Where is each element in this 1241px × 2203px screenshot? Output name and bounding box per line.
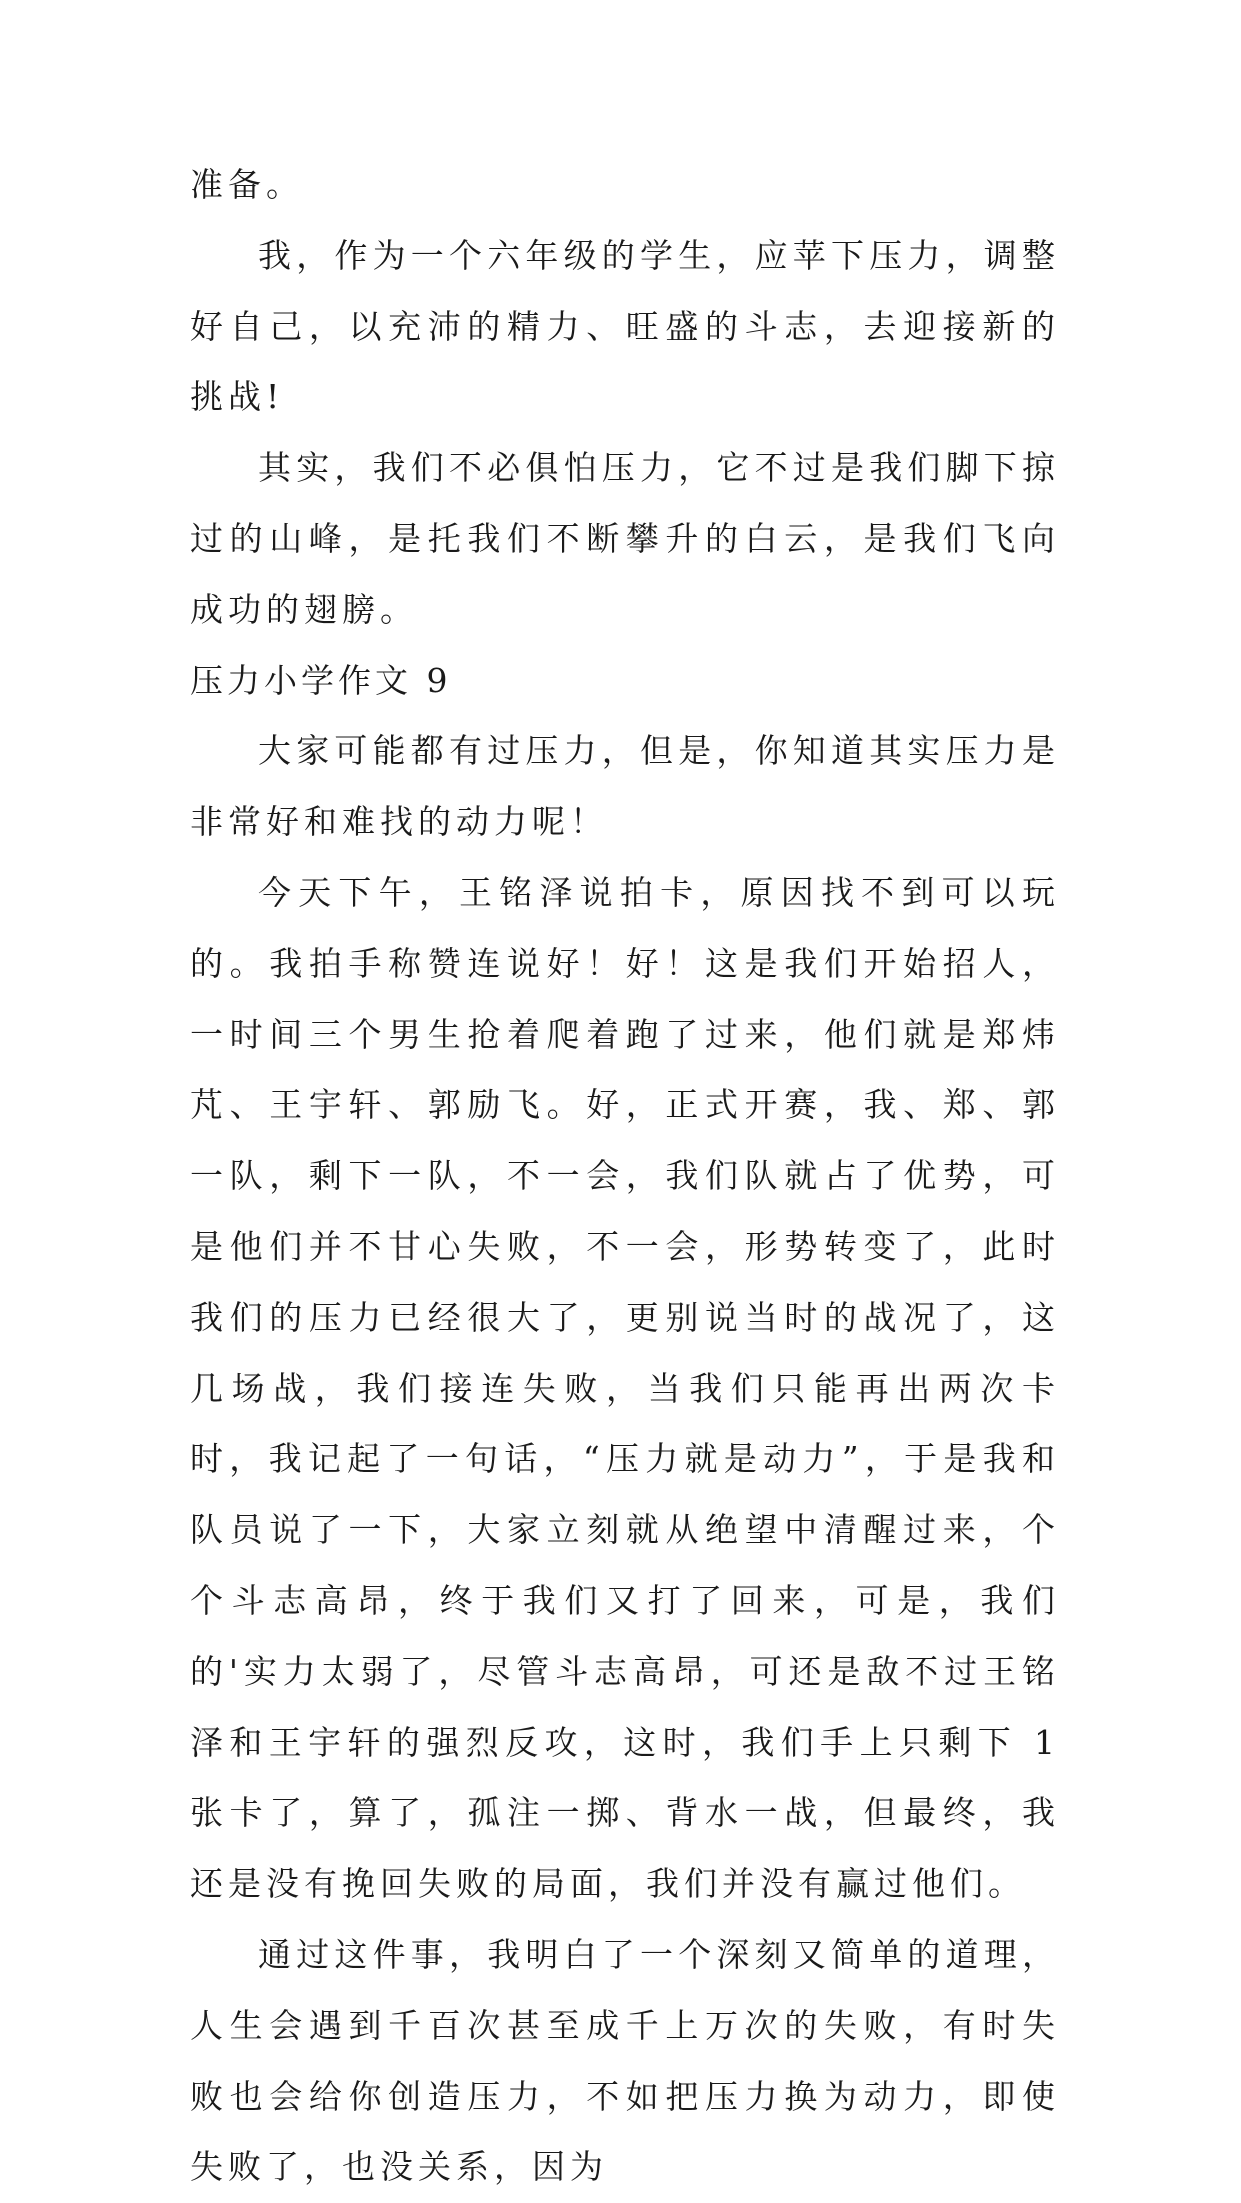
paragraph: 今天下午，王铭泽说拍卡，原因找不到可以玩的。我拍手称赞连说好！好！这是我们开始招人，一时间三个男生抢着爬着跑了过来，他们就是郑炜芃、王宇轩、郭励飞。好，正式开赛，我、郑、郭一队，剩下一队，不一会，我们队就占了优势，可是他们并不甘心失败，不一会，形势转变了，此时我们的压力已经很大了，更别说当时的战况了，这几场战，我们接连失败，当我们只能再出两次卡时，我记起了一句话，“压力就是动力”，于是我和队员说了一下，大家立刻就从绝望中清醒过来，个个斗志高昂，终于我们又打了回来，可是，我们的'实力太弱了，尽管斗志高昂，可还是敌不过王铭泽和王宇轩的强烈反攻，这时，我们手上只剩下 1 张卡了，算了，孤注一掷、背水一战，但最终，我还是没有挽回失败的局面，我们并没有赢过他们。 <box>190 872 1060 1904</box>
paragraph: 我，作为一个六年级的学生，应苹下压力，调整好自己，以充沛的精力、旺盛的斗志，去迎接新的挑战! <box>190 235 1060 417</box>
paragraph: 大家可能都有过压力，但是，你知道其实压力是非常好和难找的动力呢！ <box>190 731 1060 842</box>
document-body <box>190 150 1060 2203</box>
paragraph: 其实，我们不必俱怕压力，它不过是我们脚下掠过的山峰，是托我们不断攀升的白云，是我们飞向成功的翅膀。 <box>190 448 1060 629</box>
paragraph-continuation: 准备。 <box>190 165 304 204</box>
section-heading: 压力小学作文 9 <box>190 660 452 700</box>
paragraph: 通过这件事，我明白了一个深刻又简单的道理，人生会遇到千百次甚至成千上万次的失败，有时失败也会给你创造压力，不如把压力换为动力，即使失败了，也没关系，因为 <box>190 1934 1060 2187</box>
